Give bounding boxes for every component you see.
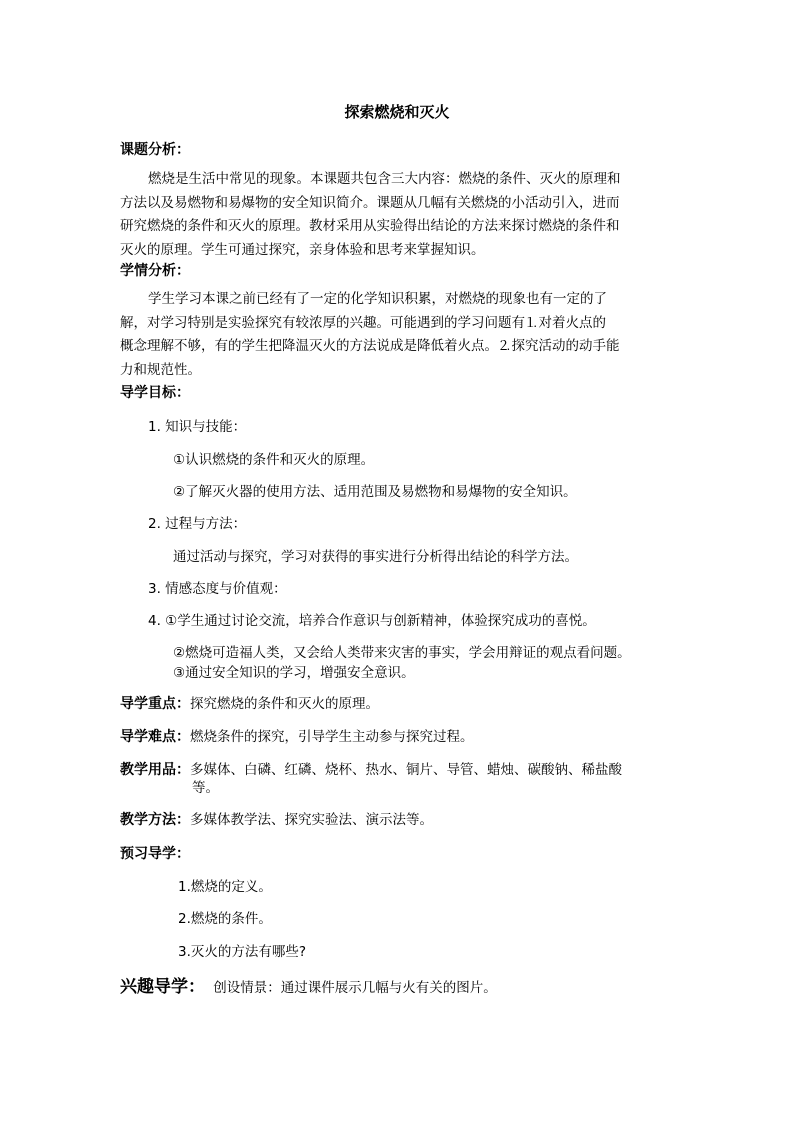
interest-label: 兴趣导学： xyxy=(120,977,205,997)
methods-label: 教学方法： xyxy=(120,812,190,828)
methods-row xyxy=(120,808,433,829)
interest-row xyxy=(120,972,497,997)
paragraph-line: 学生学习本课之前已经有了一定的化学知识积累，对燃烧的现象也有一定的了 xyxy=(148,291,607,307)
objective-2: 2. 过程与方法： xyxy=(148,516,247,532)
key-point-row xyxy=(120,692,379,713)
page-title: 探索燃烧和灭火 xyxy=(344,103,450,121)
paragraph-line: 方法以及易燃物和易爆物的安全知识简介。课题从几幅有关燃烧的小活动引入，进而 xyxy=(120,194,620,211)
preview-item-3: 3.灭火的方法有哪些? xyxy=(178,944,307,960)
interest-text: 创设情景：通过课件展示几幅与火有关的图片。 xyxy=(213,980,497,996)
preview-item-2: 2.燃烧的条件。 xyxy=(178,911,272,927)
difficulty-text: 燃烧条件的探究，引导学生主动参与探究过程。 xyxy=(190,729,474,745)
section-heading-topic-analysis: 课题分析： xyxy=(120,142,190,158)
objective-1a: ①认识燃烧的条件和灭火的原理。 xyxy=(173,452,375,468)
paragraph-line: 研究燃烧的条件和灭火的原理。教材采用从实验得出结论的方法来探讨燃烧的条件和 xyxy=(120,218,620,234)
methods-text: 多媒体教学法、探究实验法、演示法等。 xyxy=(190,812,433,828)
difficulty-label: 导学难点： xyxy=(120,729,190,745)
objective-3: 3. 情感态度与价值观： xyxy=(148,581,287,597)
objective-2a: 通过活动与探究，学习对获得的事实进行分析得出结论的科学方法。 xyxy=(173,549,578,565)
section-heading-objectives: 导学目标： xyxy=(120,385,190,401)
objective-4b: ②燃烧可造福人类，又会给人类带来灾害的事实，学会用辩证的观点看问题。 xyxy=(173,645,631,661)
topic-analysis-paragraph xyxy=(120,168,621,262)
key-point-text: 探究燃烧的条件和灭火的原理。 xyxy=(190,696,379,712)
section-heading-learner-analysis: 学情分析： xyxy=(120,263,190,279)
section-heading-preview: 预习导学： xyxy=(120,846,190,862)
key-point-label: 导学重点： xyxy=(120,696,190,712)
difficulty-row xyxy=(120,725,474,746)
paragraph-line: 概念理解不够，有的学生把降温灭火的方法说成是降低着火点。⒉探究活动的动手能 xyxy=(120,338,620,354)
paragraph-line: 力和规范性。 xyxy=(120,361,201,378)
materials-label: 教学用品： xyxy=(120,762,190,778)
paragraph-line: 燃烧是生活中常见的现象。本课题共包含三大内容：燃烧的条件、灭火的原理和 xyxy=(148,171,621,187)
learner-analysis-paragraph xyxy=(120,288,620,382)
objective-1b: ②了解灭火器的使用方法、适用范围及易燃物和易爆物的安全知识。 xyxy=(173,484,577,500)
objective-4c: ③通过安全知识的学习，增强安全意识。 xyxy=(173,665,415,681)
paragraph-line: 灭火的原理。学生可通过探究，亲身体验和思考来掌握知识。 xyxy=(120,241,485,258)
paragraph-line: 解，对学习特别是实验探究有较浓厚的兴趣。可能遇到的学习问题有⒈对着火点的 xyxy=(120,314,606,331)
objective-4: 4. ①学生通过讨论交流，培养合作意识与创新精神，体验探究成功的喜悦。 xyxy=(148,613,596,629)
materials-text-continued: 等。 xyxy=(192,780,219,796)
objective-1: 1. 知识与技能： xyxy=(148,419,247,435)
preview-item-1: 1.燃烧的定义。 xyxy=(178,879,272,895)
materials-text: 多媒体、白磷、红磷、烧杯、热水、铜片、导管、蜡烛、碳酸钠、稀盐酸 xyxy=(190,762,622,778)
